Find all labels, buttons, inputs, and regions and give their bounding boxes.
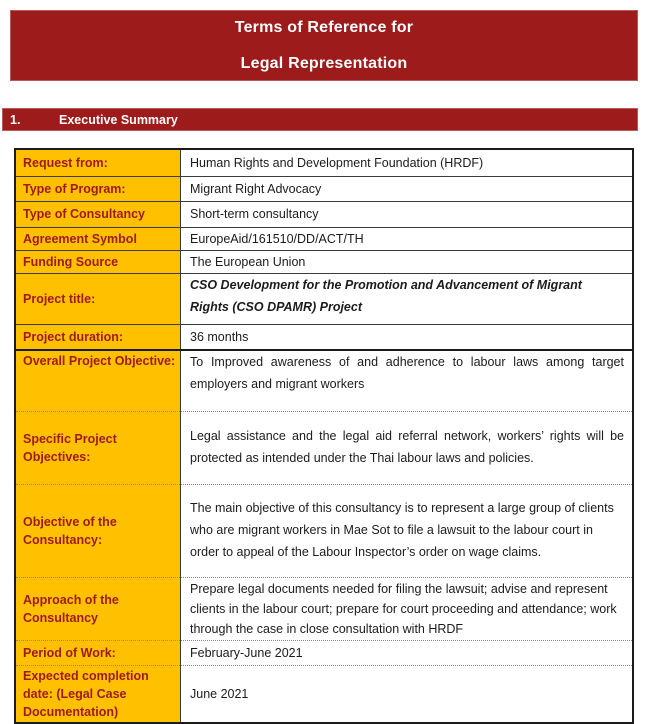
table-row <box>15 274 633 325</box>
row-label: Period of Work: <box>15 641 181 666</box>
row-value: Prepare legal documents needed for filing the lawsuit; advise and represent clients in the labour court; prepare for court proceeding and attendance; work through the case in close consultation with HRDF <box>181 578 634 641</box>
row-label: Specific Project Objectives: <box>15 412 181 485</box>
table-row <box>15 202 633 228</box>
section-number: 1. <box>10 112 21 127</box>
row-value: The main objective of this consultancy is to represent a large group of clients who are migrant workers in Mae Sot to file a lawsuit to the labour court in order to appeal of the Labour Inspector’s order on wage claims. <box>181 485 634 578</box>
row-label: Type of Consultancy <box>15 202 181 228</box>
row-value: Short-term consultancy <box>181 202 634 228</box>
document-title-banner <box>10 10 638 81</box>
table-row <box>15 412 633 485</box>
section-heading-bar <box>2 108 638 131</box>
row-label: Expected completion date: (Legal Case Documentation) <box>15 666 181 724</box>
row-value: Legal assistance and the legal aid referral network, workers’ rights will be protected as intended under the Thai labour laws and policies. <box>181 412 634 485</box>
row-value: EuropeAid/161510/DD/ACT/TH <box>181 228 634 251</box>
row-label: Objective of the Consultancy: <box>15 485 181 578</box>
table-row <box>15 228 633 251</box>
table-row <box>15 666 633 724</box>
row-value: CSO Development for the Promotion and Advancement of Migrant Rights (CSO DPAMR) Project <box>181 274 634 325</box>
row-value: To Improved awareness of and adherence to labour laws among target employers and migrant workers <box>181 350 634 412</box>
row-value: Human Rights and Development Foundation (HRDF) <box>181 149 634 177</box>
row-value: June 2021 <box>190 687 249 702</box>
document-title-line1: Terms of Reference for <box>234 18 414 36</box>
row-label: Project title: <box>15 274 181 325</box>
table-row <box>15 578 633 641</box>
table-row <box>15 177 633 202</box>
row-value: Migrant Right Advocacy <box>181 177 634 202</box>
row-label: Agreement Symbol <box>15 228 181 251</box>
table-row <box>15 251 633 274</box>
row-label: Approach of the Consultancy <box>15 578 181 641</box>
row-label: Request from: <box>15 149 181 177</box>
row-label: Overall Project Objective: <box>15 350 181 412</box>
row-value: 36 months <box>181 325 634 351</box>
executive-summary-table <box>14 148 634 724</box>
section-title: Executive Summary <box>59 112 178 127</box>
table-row <box>15 149 633 177</box>
row-value: The European Union <box>181 251 634 274</box>
row-label: Funding Source <box>15 251 181 274</box>
table-row <box>15 350 633 412</box>
table-row <box>15 325 633 351</box>
table-row <box>15 485 633 578</box>
row-label: Project duration: <box>15 325 181 351</box>
row-label: Type of Program: <box>15 177 181 202</box>
document-title-line2: Legal Representation <box>240 54 408 72</box>
row-value: February-June 2021 <box>181 641 634 666</box>
table-row <box>15 641 633 666</box>
